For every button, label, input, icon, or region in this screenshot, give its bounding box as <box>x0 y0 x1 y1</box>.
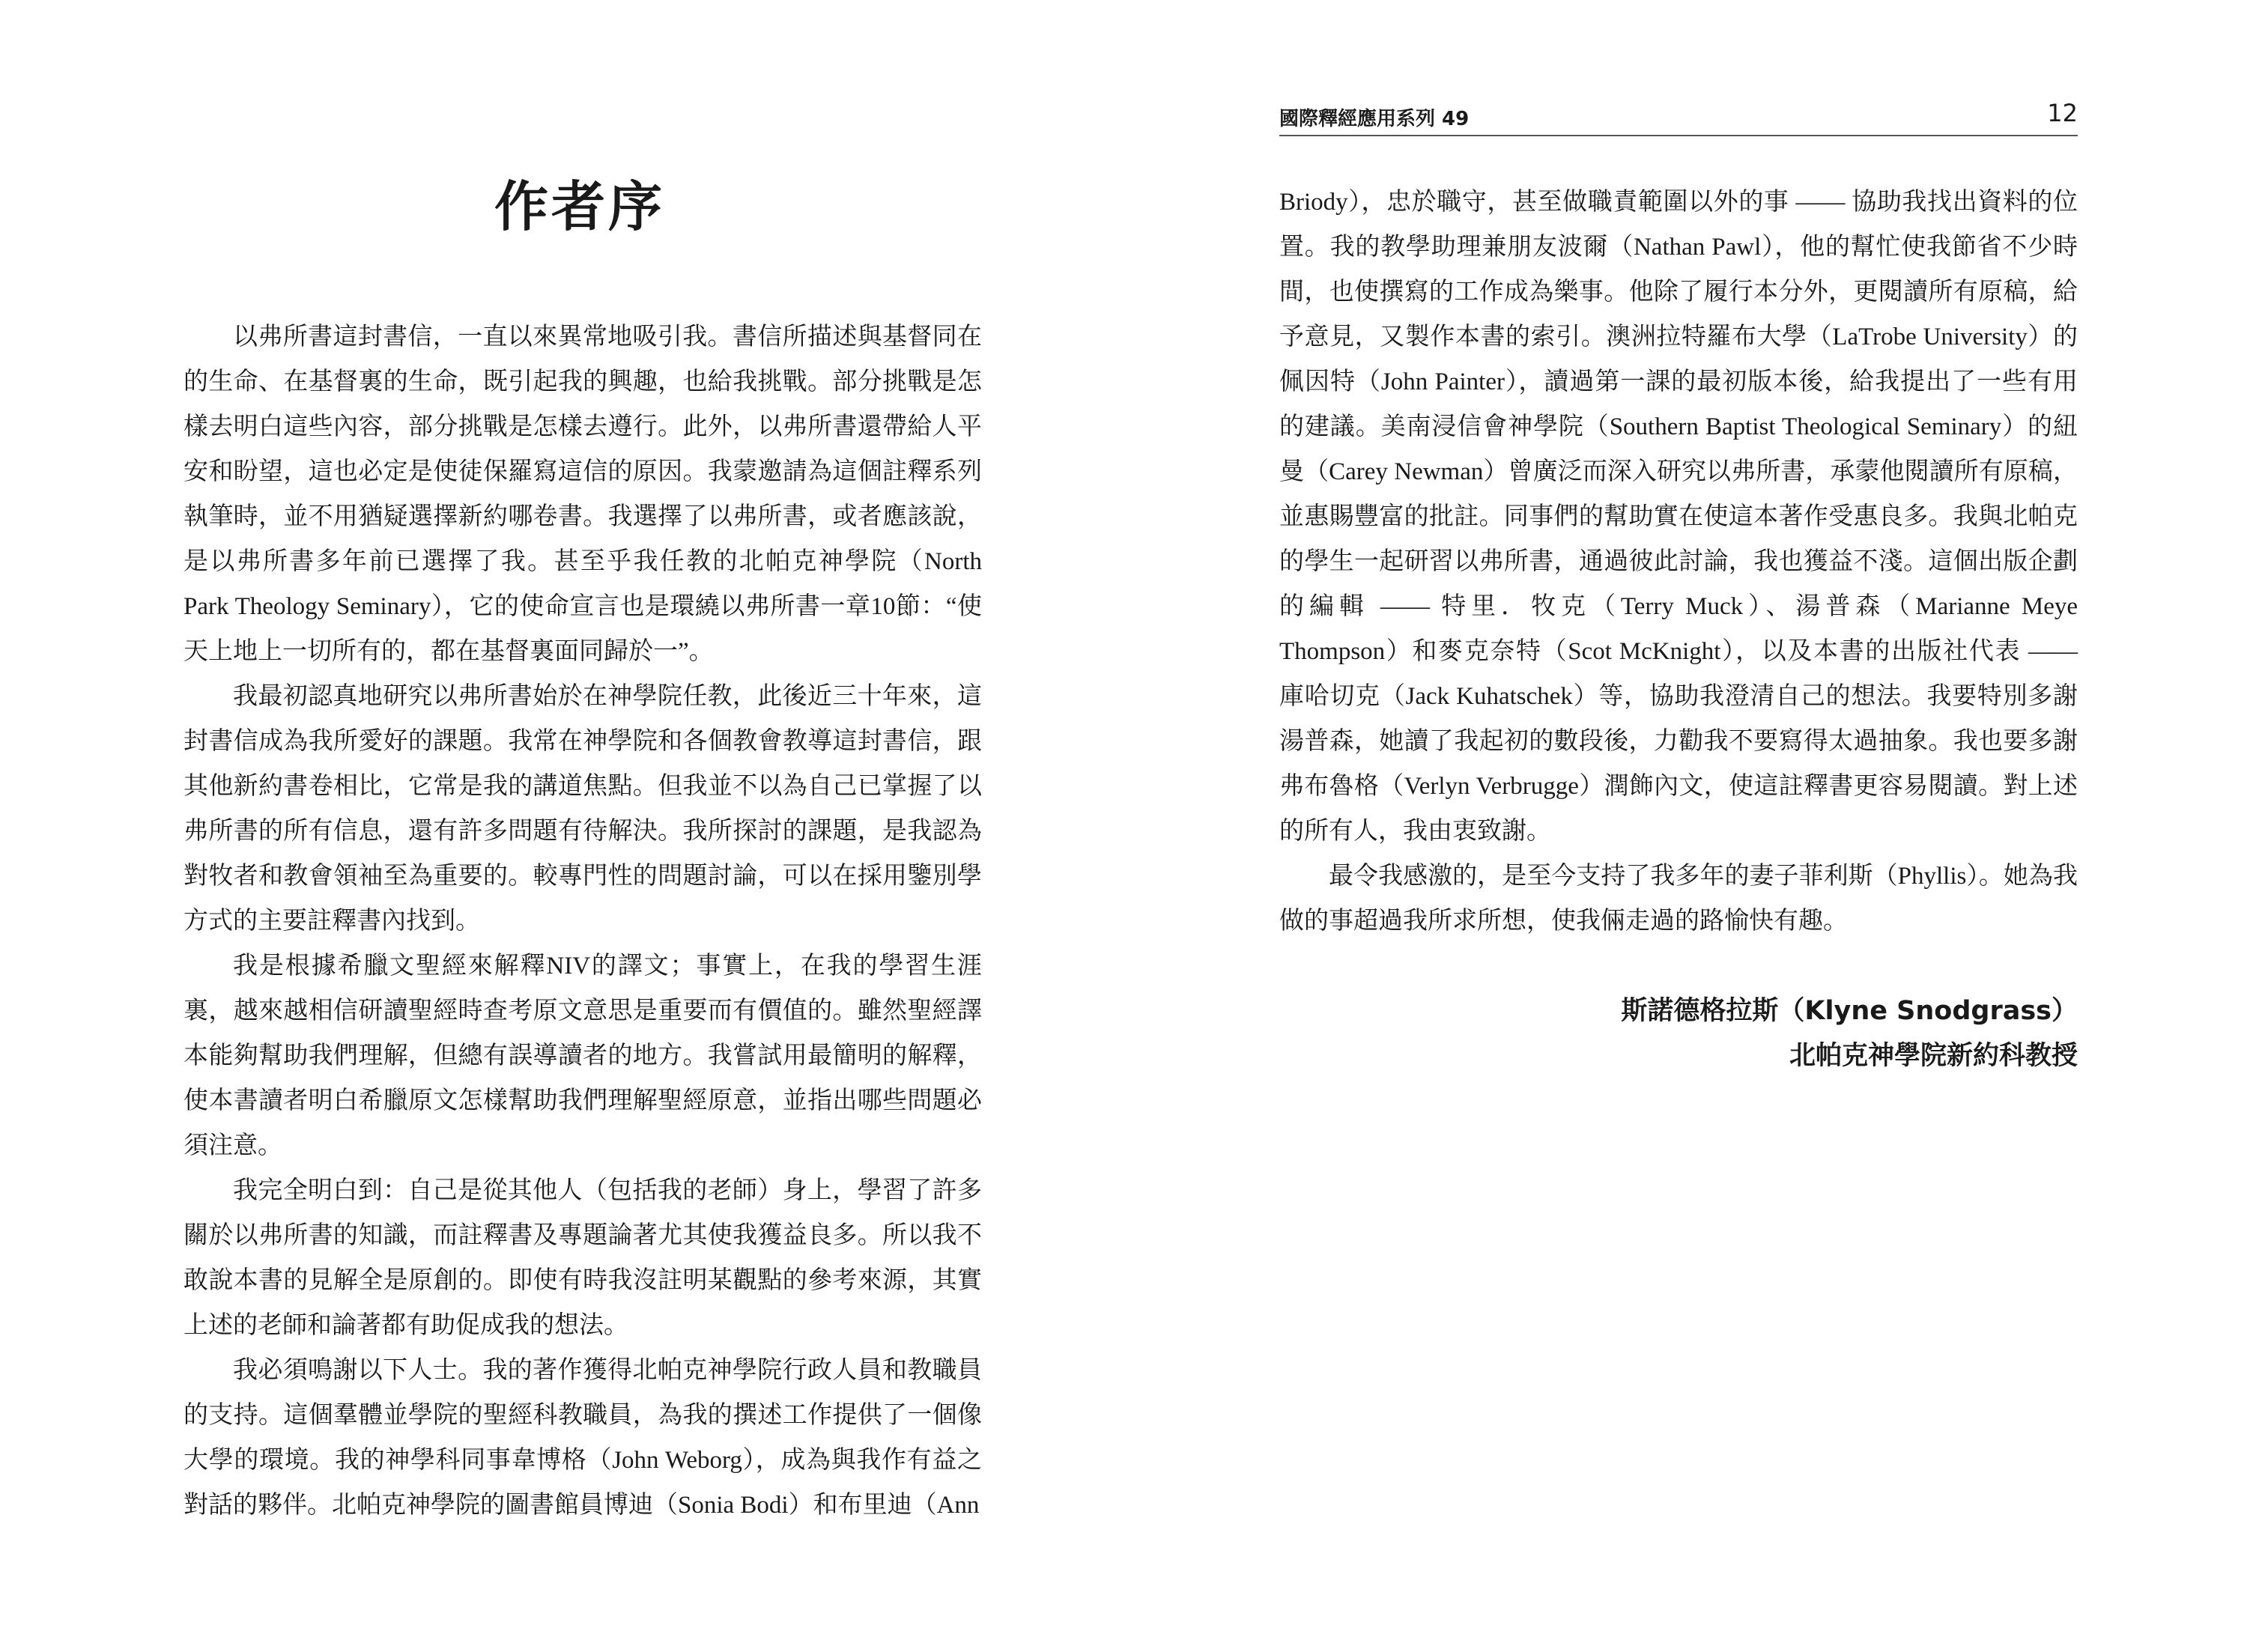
right-page <box>1124 0 2247 1652</box>
page-number: 12 <box>2047 99 2078 127</box>
paragraph: 我完全明白到：自己是從其他人（包括我的老師）身上，學習了許多關於以弗所書的知識，而註釋書及專題論著尤其使我獲益良多。所以我不敢說本書的見解全是原創的。即使有時我沒註明某觀點的參考來源，其實上述的老師和論著都有助促成我的想法。 <box>184 1177 982 1339</box>
chapter-title: 作者序 <box>494 175 666 238</box>
paragraph: 我是根據希臘文聖經來解釋NIV的譯文；事實上，在我的學習生涯裏，越來越相信研讀聖經時查考原文意思是重要而有價值的。雖然聖經譯本能夠幫助我們理解，但總有誤導讀者的地方。我嘗試用最簡明的解釋，使本書讀者明白希臘原文怎樣幫助我們理解聖經原意，並指出哪些問題必須注意。 <box>184 953 982 1159</box>
paragraph: 我最初認真地研究以弗所書始於在神學院任教，此後近三十年來，這封書信成為我所愛好的課題。我常在神學院和各個教會教導這封書信，跟其他新約書卷相比，它常是我的講道焦點。但我並不以為自己已掌握了以弗所書的所有信息，還有許多問題有待解決。我所探討的課題，是我認為對牧者和教會領袖至為重要的。較專門性的問題討論，可以在採用鑒別學方式的主要註釋書內找到。 <box>184 683 982 935</box>
author-name: 斯諾德格拉斯（Klyne Snodgrass） <box>1621 996 2078 1026</box>
series-name: 國際釋經應用系列 49 <box>1279 108 1470 130</box>
paragraph: 以弗所書這封書信，一直以來異常地吸引我。書信所描述與基督同在的生命、在基督裏的生命，既引起我的興趣，也給我挑戰。部分挑戰是怎樣去明白這些內容，部分挑戰是怎樣去遵行。此外，以弗所書還帶給人平安和盼望，這也必定是使徒保羅寫這信的原因。我蒙邀請為這個註釋系列執筆時，並不用猶疑選擇新約哪卷書。我選擇了以弗所書，或者應該說，是以弗所書多年前已選擇了我。甚至乎我任教的北帕克神學院（North Park Theology Seminary），它的使命宣言也是環繞以弗所書一章10節：“使天上地上一切所有的，都在基督裏面同歸於一”。 <box>184 324 982 665</box>
left-page-body <box>184 315 982 1528</box>
paragraph-continuation: Briody），忠於職守，甚至做職責範圍以外的事 —— 協助我找出資料的位置。我的教學助理兼朋友波爾（Nathan Pawl），他的幫忙使我節省不少時間，也使撰寫的工作成為樂事。他除了履行本分外，更閱讀所有原稿，給予意見，又製作本書的索引。澳洲拉特羅布大學（LaTrobe University）的佩因特（John Painter），讀過第一課的最初版本後，給我提出了一些有用的建議。美南浸信會神學院（Southern Baptist Theological Seminary）的紐曼（Carey Newman）曾廣泛而深入研究以弗所書，承蒙他閱讀所有原稿，並惠賜豐富的批註。同事們的幫助實在使這本著作受惠良多。我與北帕克的學生一起研習以弗所書，通過彼此討論，我也獲益不淺。這個出版企劃的編輯 —— 特里．牧克（Terry Muck）、湯普森（Marianne Meye Thompson）和麥克奈特（Scot McKnight），以及本書的出版社代表 —— 庫哈切克（Jack Kuhatschek）等，協助我澄清自己的想法。我要特別多謝湯普森，她讀了我起初的數段後，力勸我不要寫得太過抽象。我也要多謝弗布魯格（Verlyn Verbrugge）潤飾內文，使這註釋書更容易閱讀。對上述的所有人，我由衷致謝。 <box>1279 189 2078 845</box>
paragraph: 最令我感激的，是至今支持了我多年的妻子菲利斯（Phyllis）。她為我做的事超過我所求所想，使我倆走過的路愉快有趣。 <box>1279 863 2078 935</box>
running-header <box>1279 96 2078 136</box>
author-signature <box>1621 989 2078 1078</box>
paragraph: 我必須鳴謝以下人士。我的著作獲得北帕克神學院行政人員和教職員的支持。這個羣體並學院的聖經科教職員，為我的撰述工作提供了一個像大學的環境。我的神學科同事韋博格（John Weborg），成為與我作有益之對話的夥伴。北帕克神學院的圖書館員博迪（Sonia Bodi）和布里迪（Ann <box>184 1357 982 1519</box>
author-position: 北帕克神學院新約科教授 <box>1789 1041 2078 1071</box>
right-page-body <box>1279 180 2078 944</box>
